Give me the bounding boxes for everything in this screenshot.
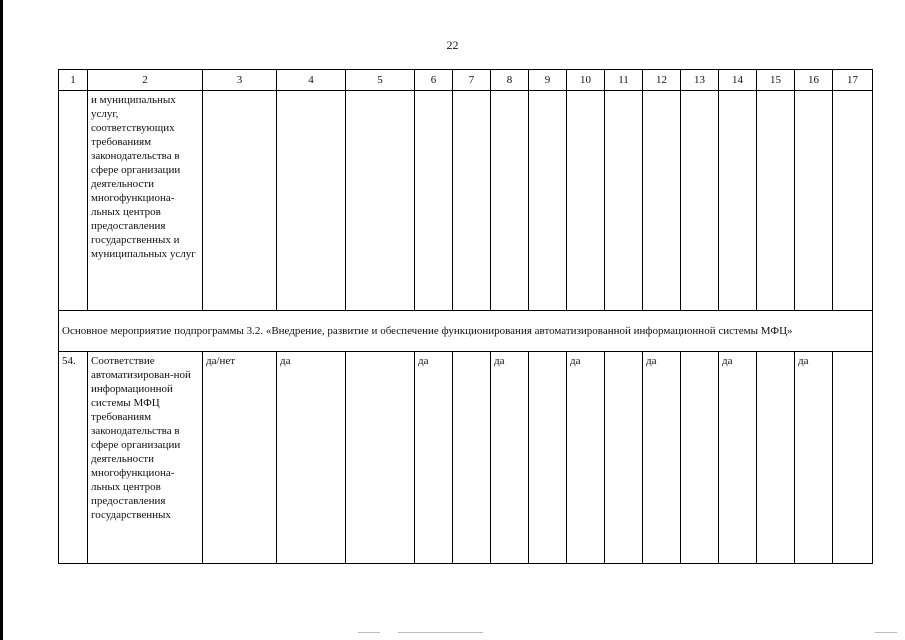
table-cell: [59, 91, 88, 311]
indicator-name-cell: Соответствие автоматизирован-ной информационной системы МФЦ требованиям законодательства в сфере организации деятельности многофункциона-льных центров предоставления государственных: [88, 352, 203, 564]
value-cell: да: [567, 352, 605, 564]
table-cell: [719, 91, 757, 311]
value-cell: да: [277, 352, 346, 564]
value-cell: [605, 352, 643, 564]
unit-cell: да/нет: [203, 352, 277, 564]
value-cell: [453, 352, 491, 564]
header-cell: 16: [795, 70, 833, 91]
header-cell: 3: [203, 70, 277, 91]
value-cell: [757, 352, 795, 564]
header-cell: 8: [491, 70, 529, 91]
page-number: 22: [446, 38, 459, 52]
indicator-name-cell: и муниципальных услуг, соответствующих требованиям законодательства в сфере организации деятельности многофункциона-льных центров предоставления государственных и муниципальных услуг: [88, 91, 203, 311]
header-cell: 4: [277, 70, 346, 91]
table-cell: [277, 91, 346, 311]
header-cell: 9: [529, 70, 567, 91]
header-cell: 10: [567, 70, 605, 91]
value-cell: да: [415, 352, 453, 564]
data-table: [58, 69, 873, 564]
value-cell: [681, 352, 719, 564]
header-cell: 13: [681, 70, 719, 91]
table-cell: [415, 91, 453, 311]
table-cell: [529, 91, 567, 311]
table-cell: [643, 91, 681, 311]
table-cell: [681, 91, 719, 311]
header-cell: 11: [605, 70, 643, 91]
header-cell: 6: [415, 70, 453, 91]
value-cell: [833, 352, 873, 564]
scan-mark: [358, 632, 380, 633]
table-cell: [833, 91, 873, 311]
table-cell: [453, 91, 491, 311]
table-cell: [757, 91, 795, 311]
header-cell: 1: [59, 70, 88, 91]
header-cell: 2: [88, 70, 203, 91]
row-number-cell: 54.: [59, 352, 88, 564]
value-cell: да: [795, 352, 833, 564]
table-row-54: [59, 352, 873, 564]
table-cell: [795, 91, 833, 311]
scan-mark: [875, 632, 897, 633]
header-cell: 15: [757, 70, 795, 91]
header-row: [59, 70, 873, 91]
table-cell: [567, 91, 605, 311]
table-cell: [491, 91, 529, 311]
table-cell: [346, 91, 415, 311]
header-cell: 7: [453, 70, 491, 91]
table-row-continued: [59, 91, 873, 311]
value-cell: да: [719, 352, 757, 564]
header-cell: 12: [643, 70, 681, 91]
header-cell: 5: [346, 70, 415, 91]
scan-mark: [398, 632, 483, 633]
section-row: [59, 311, 873, 352]
value-cell: [346, 352, 415, 564]
value-cell: да: [491, 352, 529, 564]
value-cell: да: [643, 352, 681, 564]
table-cell: [203, 91, 277, 311]
header-cell: 14: [719, 70, 757, 91]
header-cell: 17: [833, 70, 873, 91]
table-cell: [605, 91, 643, 311]
section-heading: Основное мероприятие подпрограммы 3.2. «Внедрение, развитие и обеспечение функционирования автоматизированной информационной системы МФЦ»: [59, 311, 873, 352]
scan-edge-line: [0, 0, 3, 640]
value-cell: [529, 352, 567, 564]
